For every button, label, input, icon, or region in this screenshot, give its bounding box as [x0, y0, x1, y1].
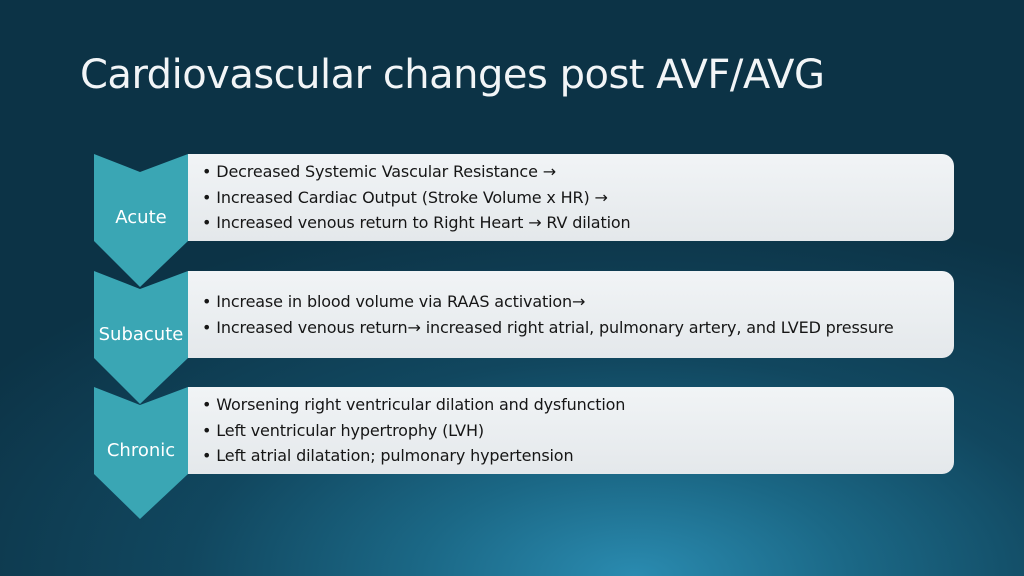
stage-box-chronic	[188, 387, 954, 474]
list-item-text: Increased venous return to Right Heart → RV dilation	[216, 213, 631, 233]
list-item-text: Increase in blood volume via RAAS activation→	[216, 292, 586, 311]
list-item-text: Increased venous return→ increased right atrial, pulmonary artery, and LVED pressure	[216, 317, 894, 337]
bullet-icon: •	[202, 187, 212, 207]
acute-list	[202, 159, 954, 236]
bullet-icon: •	[202, 395, 212, 415]
bullet-icon: •	[202, 162, 212, 182]
list-item	[202, 289, 954, 315]
bullet-icon: •	[202, 213, 212, 233]
list-item	[202, 185, 954, 211]
list-item	[202, 210, 954, 236]
subacute-list	[202, 289, 954, 340]
list-item-text: Worsening right ventricular dilation and dysfunction	[216, 395, 626, 415]
list-item	[202, 159, 954, 185]
list-item-text: Left ventricular hypertrophy (LVH)	[216, 420, 484, 440]
bullet-icon: •	[202, 446, 212, 466]
list-item	[202, 443, 954, 469]
slide-title: Cardiovascular changes post AVF/AVG	[80, 52, 825, 98]
list-item-text: Increased Cardiac Output (Stroke Volume x HR) →	[216, 187, 608, 207]
bullet-icon: •	[202, 420, 212, 440]
bullet-icon: •	[202, 317, 212, 337]
stage-box-acute	[188, 154, 954, 241]
chronic-list	[202, 392, 954, 469]
list-item-text: Decreased Systemic Vascular Resistance →	[216, 162, 556, 182]
stage-box-subacute	[188, 271, 954, 358]
list-item	[202, 392, 954, 418]
stage-label-acute: Acute	[115, 207, 167, 228]
list-item	[202, 418, 954, 444]
list-item-text: Left atrial dilatation; pulmonary hypertension	[216, 446, 574, 466]
stage-label-subacute: Subacute	[98, 324, 184, 345]
list-item	[202, 315, 954, 341]
bullet-icon: •	[202, 292, 212, 311]
stage-label-chronic: Chronic	[106, 440, 176, 461]
